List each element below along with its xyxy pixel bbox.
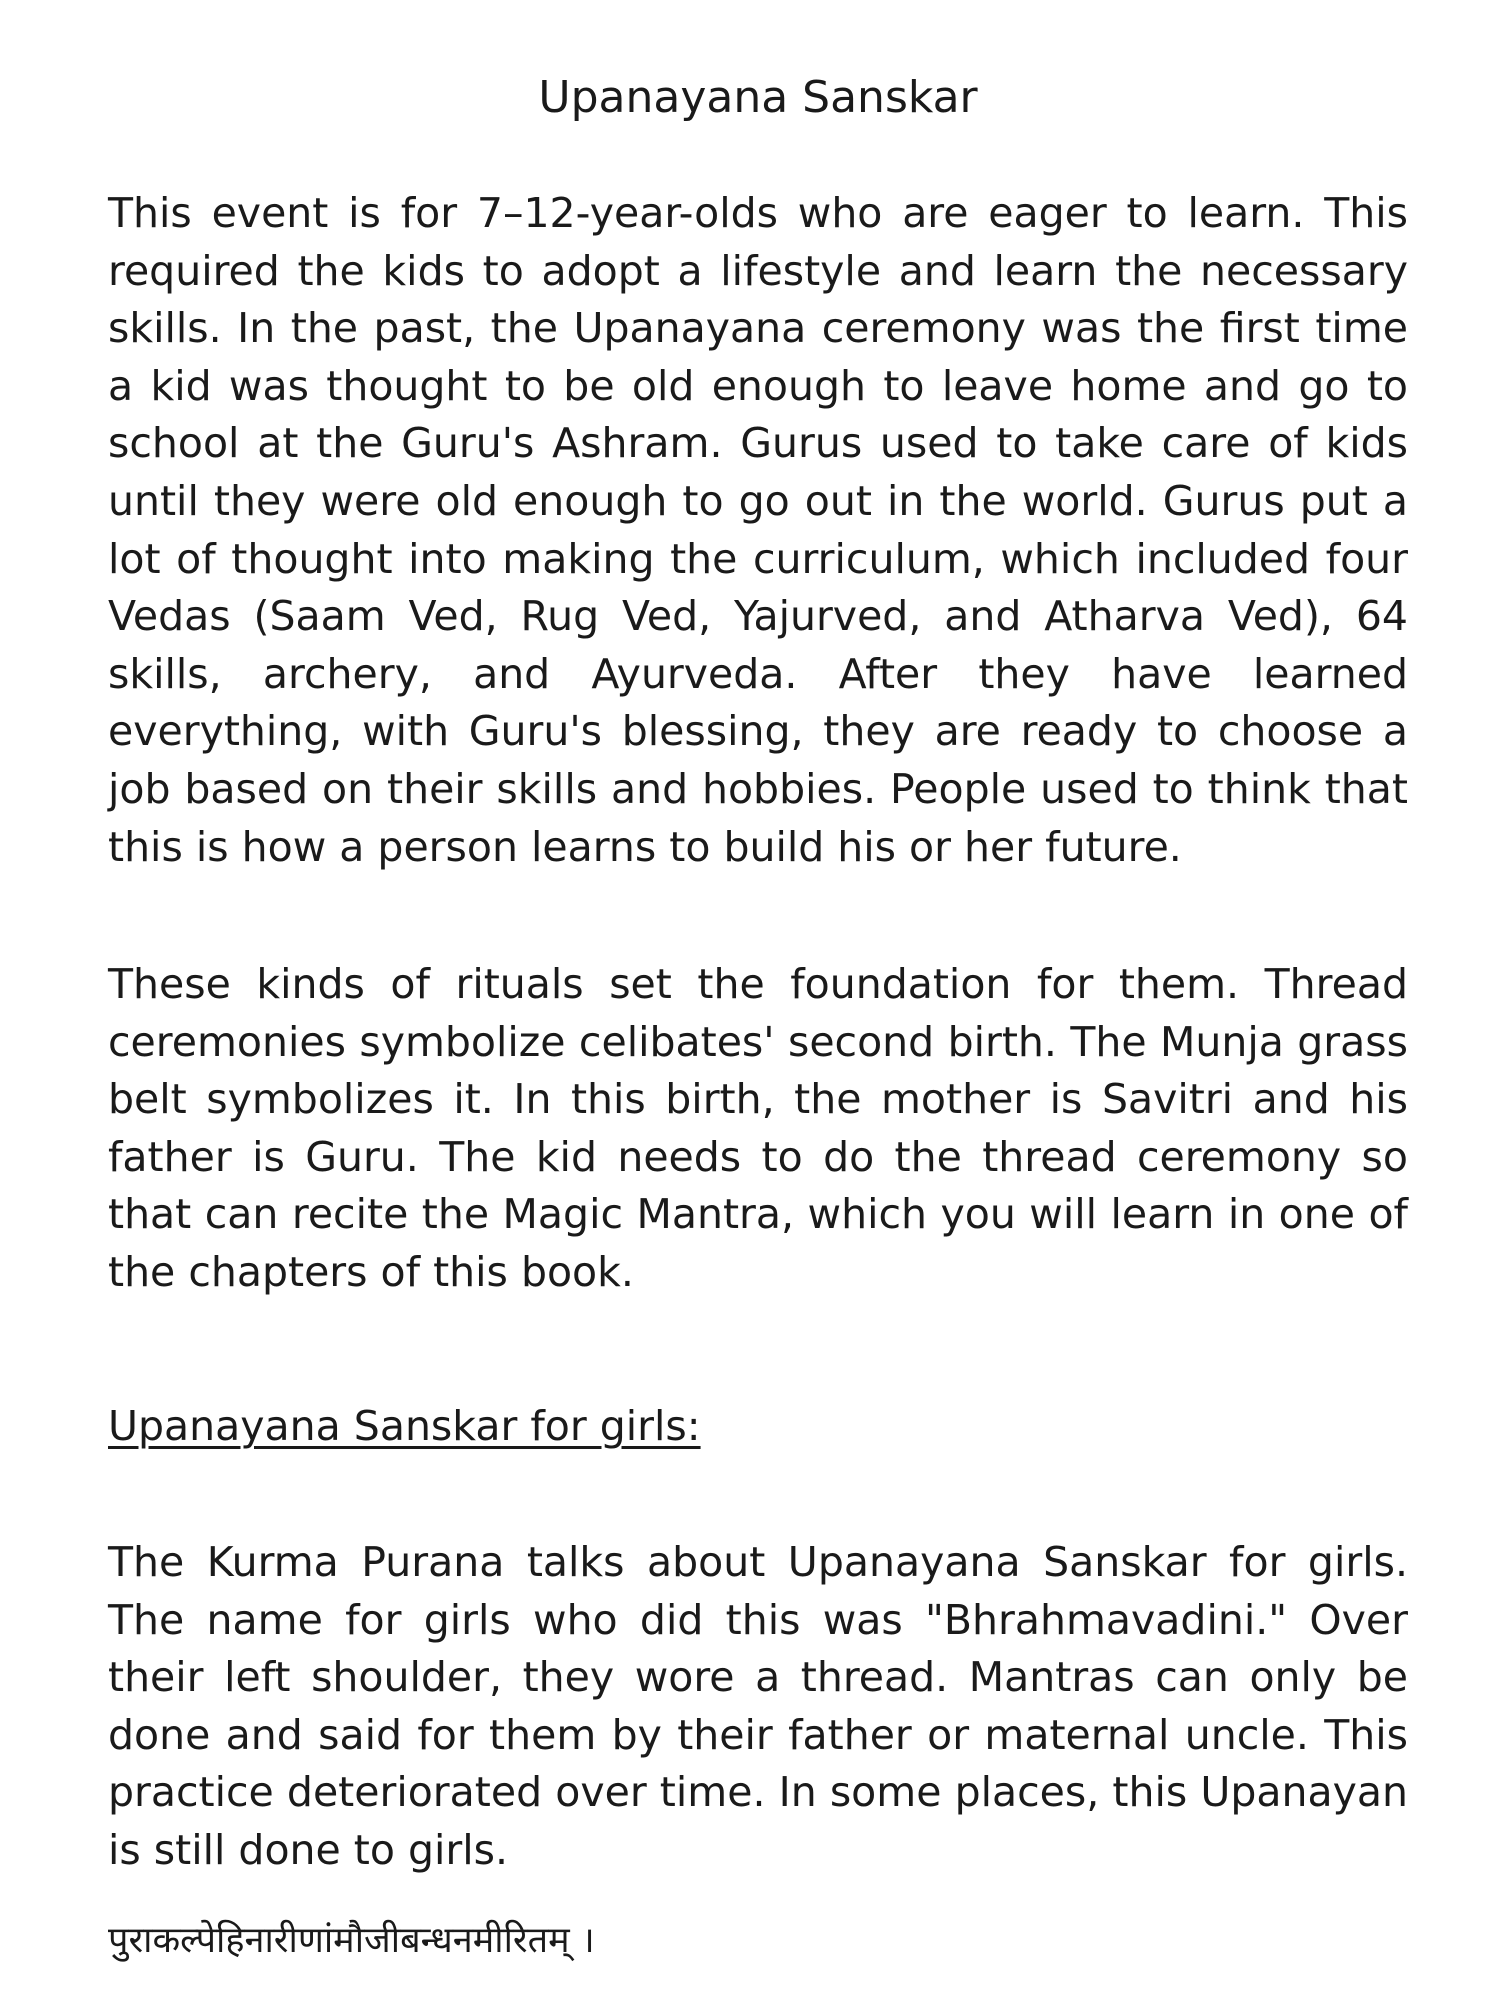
page-title: Upanayana Sanskar: [538, 72, 978, 123]
intro-paragraph: This event is for 7–12-year-olds who are eager to learn. This required the kids to adopt a lifestyle and learn the necessary skills. In the past, the Upanayana ceremony was the first time a kid was thought to be old enough to leave home and go to school at the Guru's Ashram. Gurus used to take care of kids until they were old enough to go out in the world. Gurus put a lot of thought into making the curriculum, which included four Vedas (Saam Ved, Rug Ved, Yajurved, and Atharva Ved), 64 skills, archery, and Ayurveda. After they have learned everything, with Guru's blessing, they are ready to choose a job based on their skills and hobbies. People used to think that this is how a person learns to build his or her future.: [108, 189, 1408, 871]
section-heading-girls: Upanayana Sanskar for girls:: [108, 1402, 701, 1450]
girls-paragraph: The Kurma Purana talks about Upanayana Sanskar for girls. The name for girls who did this was "Bhrahmavadini." Over their left shoulder, they wore a thread. Mantras can only be done and said for them by their father or maternal uncle. This practice deteriorated over time. In some places, this Upanayan is still done to girls.: [108, 1538, 1408, 1874]
rituals-paragraph: These kinds of rituals set the foundation for them. Thread ceremonies symbolize celibates' second birth. The Munja grass belt symbolizes it. In this birth, the mother is Savitri and his father is Guru. The kid needs to do the thread ceremony so that can recite the Magic Mantra, which you will learn in one of the chapters of this book.: [108, 960, 1408, 1296]
sanskrit-verse: पुराकल्पेहिनारीणांमौजीबन्धनमीरितम् ।: [108, 1920, 595, 1961]
